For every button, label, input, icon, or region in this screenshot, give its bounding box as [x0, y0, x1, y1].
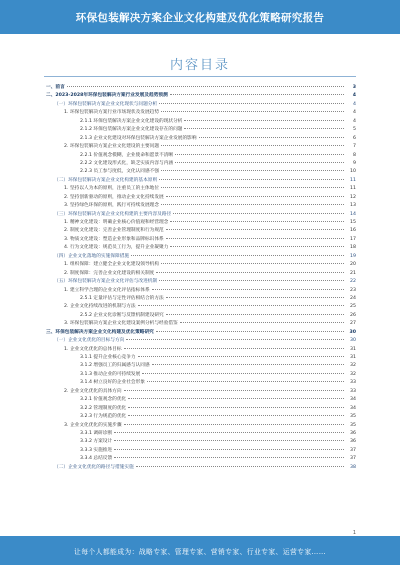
toc-entry-label: 3.2.1 价值观念的优化	[80, 397, 127, 403]
toc-leader-dots	[175, 162, 344, 163]
toc-leader-dots	[161, 204, 344, 205]
toc-leader-dots	[131, 255, 344, 256]
toc-leader-dots	[170, 221, 344, 222]
toc-entry-page: 13	[350, 203, 356, 209]
toc-entry-label: 1. 环保包装解决方案行业市场现状及发展趋势	[64, 110, 160, 116]
toc-entry-label: （四）企业文化落地的实施保障措施	[54, 253, 130, 259]
toc-leader-dots	[138, 356, 344, 357]
toc-entry-page: 9	[353, 160, 356, 166]
toc-entry-label: 3.3.2 方案设计	[80, 439, 113, 445]
toc-entry-page: 17	[350, 236, 356, 242]
toc-entry-page: 6	[353, 135, 356, 141]
toc-entry-page: 30	[349, 329, 356, 335]
toc-entry[interactable]	[44, 202, 356, 210]
toc-entry-page: 18	[350, 245, 356, 251]
toc-entry-page: 10	[350, 169, 356, 175]
toc-entry-page: 4	[353, 101, 356, 107]
toc-entry-page: 4	[352, 93, 356, 99]
toc-entry-label: （一）环保包装解决方案企业文化现状与问题分析	[54, 101, 158, 107]
toc-entry[interactable]	[44, 126, 356, 134]
toc-entry[interactable]	[44, 101, 356, 109]
toc-entry-label: 1. 坚持以人为本的原则，注重员工的主体地位	[64, 186, 160, 192]
report-header	[0, 0, 400, 34]
toc-leader-dots	[161, 263, 344, 264]
toc-entry[interactable]	[44, 430, 356, 438]
toc-entry[interactable]	[44, 219, 356, 227]
toc-entry-label: 2. 制度文化建设：完善企业管理制度和行为规范	[64, 228, 164, 234]
toc-leader-dots	[156, 331, 344, 332]
toc-entry[interactable]	[44, 194, 356, 202]
toc-entry-label: 三、环保包装解决方案企业文化构建及优化策略研究	[46, 329, 154, 335]
toc-entry-label: 3.2.2 管理制度的优化	[80, 405, 127, 411]
toc-entry-label: 1. 组织保障：建立健全企业文化建设领导机构	[64, 262, 160, 268]
toc-leader-dots	[166, 196, 344, 197]
toc-divider	[44, 76, 356, 77]
toc-entry-label: 4. 行为文化建设：规范员工行为，提升企业凝聚力	[64, 245, 169, 251]
toc-leader-dots	[136, 466, 344, 467]
toc-entry-label: 3.1.2 增强员工的归属感与认同感	[80, 363, 150, 369]
toc-entry[interactable]	[44, 118, 356, 126]
toc-entry-page: 14	[350, 211, 356, 217]
toc-entry-label: 3.3.4 总结反馈	[80, 456, 113, 462]
toc-leader-dots	[170, 94, 344, 95]
toc-entry-label: 2.2.1 价值观念模糊，企业使命和愿景不清晰	[80, 152, 174, 158]
toc-entry-page: 38	[350, 464, 356, 470]
toc-entry-label: 2. 制度保障：完善企业文化建设的相关制度	[64, 270, 155, 276]
toc-entry-page: 19	[350, 253, 356, 259]
toc-entry-page: 35	[350, 422, 356, 428]
toc-entry[interactable]	[44, 455, 356, 463]
toc-leader-dots	[152, 364, 344, 365]
toc-leader-dots	[147, 381, 344, 382]
toc-entry[interactable]	[44, 261, 356, 269]
toc-entry-page: 35	[350, 414, 356, 420]
toc-entry-label: 2.2.3 员工参与度低，文化认同感不强	[80, 169, 160, 175]
toc-entry[interactable]	[44, 337, 356, 345]
toc-entry-label: 3.3.3 实施推进	[80, 447, 113, 453]
toc-entry[interactable]	[44, 185, 356, 193]
toc-entry-page: 32	[350, 363, 356, 369]
toc-entry[interactable]	[44, 135, 356, 143]
toc-entry-label: 3. 坚持绿色环保的原则，践行可持续发展理念	[64, 203, 160, 209]
toc-entry-page: 11	[350, 186, 356, 192]
toc-leader-dots	[142, 373, 344, 374]
page-number: 1	[352, 530, 356, 536]
toc-entry[interactable]	[44, 143, 356, 151]
toc-entry-label: 3. 企业文化优化的实施步骤	[64, 422, 122, 428]
toc-entry[interactable]	[44, 312, 356, 320]
toc-entry[interactable]	[44, 211, 356, 219]
toc-entry[interactable]	[44, 371, 356, 379]
toc-entry-page: 34	[350, 405, 356, 411]
toc-leader-dots	[159, 179, 344, 180]
toc-entry-label: 一、前言	[46, 85, 65, 90]
toc-leader-dots	[159, 103, 344, 104]
toc-entry-page: 4	[353, 110, 356, 116]
toc-leader-dots	[199, 137, 344, 138]
toc-entry-label: 2. 企业文化持续改进的机制与方法	[64, 304, 136, 310]
toc-entry-label: 1. 精神文化建设：明确企业核心价值观和经营理念	[64, 220, 169, 225]
toc-entry[interactable]	[44, 84, 356, 92]
toc-leader-dots	[156, 272, 344, 273]
toc-entry-label: （五）环保包装解决方案企业文化评估与改进机制	[54, 279, 158, 285]
toc-entry-label: （三）环保包装解决方案企业文化构建的主要内容及路径	[54, 211, 172, 217]
toc-entry-page: 5	[353, 127, 356, 133]
toc-entry[interactable]	[44, 303, 356, 311]
toc-entry-label: 1. 企业文化优化的总体目标	[64, 346, 122, 352]
toc-entry-page: 36	[350, 430, 356, 436]
toc-entry-page: 23	[350, 287, 356, 293]
toc-entry-page: 37	[350, 456, 356, 462]
toc-leader-dots	[166, 238, 344, 239]
toc-entry-label: 2.5.1 定量评估与定性评估相结合的方法	[80, 295, 164, 301]
toc-entry[interactable]	[44, 287, 356, 295]
toc-leader-dots	[138, 305, 344, 306]
toc-entry-page: 12	[350, 194, 356, 200]
toc-leader-dots	[124, 390, 344, 391]
toc-entry-page: 33	[350, 388, 356, 394]
toc-leader-dots	[175, 154, 344, 155]
toc-leader-dots	[166, 297, 344, 298]
report-title: 环保包装解决方案企业文化构建及优化策略研究报告	[75, 11, 325, 24]
toc-entry-label: 3. 环保包装解决方案企业文化建设案例分析与经验借鉴	[64, 321, 178, 327]
toc-entry[interactable]	[44, 109, 356, 117]
toc-entry[interactable]	[44, 295, 356, 303]
toc-leader-dots	[67, 86, 344, 87]
toc-entry-label: 1. 建立科学合理的企业文化评估指标体系	[64, 287, 150, 293]
toc-entry[interactable]	[44, 447, 356, 455]
toc-entry[interactable]	[44, 422, 356, 430]
toc-entry-label: 2. 企业文化优化的具体方向	[64, 388, 122, 394]
toc-entry-page: 24	[350, 295, 356, 301]
toc-entry[interactable]	[44, 464, 356, 472]
footer-slogan: 让每个人都能成为：战略专家、管理专家、营销专家、行业专家、运营专家……	[74, 547, 326, 556]
toc-entry[interactable]	[44, 405, 356, 413]
toc-entry[interactable]	[44, 236, 356, 244]
toc-leader-dots	[152, 289, 344, 290]
toc-entry-page: 31	[350, 355, 356, 360]
toc-entry-label: 2. 环保包装解决方案企业文化建设的主要问题	[64, 144, 160, 150]
toc-entry[interactable]	[44, 244, 356, 252]
toc-entry[interactable]	[44, 270, 356, 278]
toc-leader-dots	[166, 229, 344, 230]
report-footer	[0, 536, 400, 565]
toc-entry-page: 7	[353, 144, 356, 150]
toc-entry-page: 11	[350, 177, 356, 183]
toc-entry[interactable]	[44, 362, 356, 370]
toc-entry-page: 36	[350, 439, 356, 445]
toc-entry[interactable]	[44, 278, 356, 286]
toc-entry-label: 2.1.2 环保包装解决方案企业文化建设存在的问题	[80, 127, 183, 133]
toc-entry-label: 3. 物质文化建设：塑造企业形象和品牌标识体系	[64, 236, 164, 242]
toc-entry-label: 2.1.3 企业文化建设对环保包装解决方案企业发展的影响	[80, 135, 197, 141]
toc-leader-dots	[128, 415, 344, 416]
toc-entry-label: （二）环保包装解决方案企业文化构建的基本原则	[54, 177, 158, 183]
toc-entry[interactable]	[44, 329, 356, 337]
toc-entry-page: 3	[352, 85, 356, 90]
toc-entry-label: （一）企业文化优化的目标与方向	[54, 338, 125, 344]
toc-entry-label: 2.2.2 文化建设形式化，缺乏实质内容与内涵	[80, 160, 174, 166]
toc-entry-label: 3.3.1 调研诊断	[80, 430, 113, 436]
toc-leader-dots	[161, 170, 344, 171]
toc-entry-label: 3.1.4 树立良好的企业社会形象	[80, 380, 145, 386]
toc-leader-dots	[184, 128, 344, 129]
toc-leader-dots	[114, 457, 344, 458]
toc-entry[interactable]	[44, 354, 356, 362]
toc-entry-label: 3.1.1 提升企业核心竞争力	[80, 355, 136, 360]
toc-leader-dots	[124, 424, 344, 425]
toc-entry-page: 4	[353, 118, 356, 124]
toc-entry[interactable]	[44, 379, 356, 387]
toc-entry-page: 26	[350, 312, 356, 318]
toc-entry-page: 15	[350, 220, 356, 225]
toc-entry-page: 32	[350, 371, 356, 377]
table-of-contents	[44, 84, 356, 472]
toc-leader-dots	[161, 187, 344, 188]
toc-title: 内容目录	[169, 58, 230, 73]
toc-leader-dots	[128, 407, 344, 408]
toc-leader-dots	[180, 322, 344, 323]
toc-entry[interactable]	[44, 253, 356, 261]
toc-entry[interactable]	[44, 92, 356, 100]
toc-entry[interactable]	[44, 320, 356, 328]
toc-leader-dots	[159, 280, 344, 281]
toc-entry-page: 27	[350, 321, 356, 327]
toc-entry-page: 22	[350, 279, 356, 285]
toc-entry-page: 25	[350, 304, 356, 310]
toc-leader-dots	[114, 440, 344, 441]
toc-entry-page: 20	[350, 262, 356, 268]
toc-entry[interactable]	[44, 396, 356, 404]
toc-leader-dots	[114, 432, 344, 433]
toc-entry-label: 2. 坚持创新驱动的原则，推动企业文化持续发展	[64, 194, 164, 200]
toc-leader-dots	[166, 314, 344, 315]
toc-entry[interactable]	[44, 160, 356, 168]
toc-leader-dots	[184, 120, 344, 121]
toc-leader-dots	[161, 145, 344, 146]
toc-entry-label: 2.5.2 企业文化诊断与反馈机制建设研究	[80, 312, 164, 318]
toc-entry-page: 37	[350, 447, 356, 453]
toc-entry-page: 33	[350, 380, 356, 386]
toc-entry[interactable]	[44, 177, 356, 185]
toc-entry-page: 31	[350, 346, 356, 352]
toc-leader-dots	[170, 246, 344, 247]
toc-leader-dots	[126, 339, 344, 340]
toc-entry[interactable]	[44, 438, 356, 446]
toc-entry-page: 21	[350, 270, 356, 276]
toc-leader-dots	[114, 449, 344, 450]
toc-entry-label: 3.2.3 行为规范的优化	[80, 414, 127, 420]
toc-entry-page: 16	[350, 228, 356, 234]
toc-entry-label: 2.1.1 环保包装解决方案企业文化建设的现状分析	[80, 118, 183, 124]
toc-entry-page: 30	[350, 338, 356, 344]
toc-entry-page: 8	[353, 152, 356, 158]
toc-leader-dots	[124, 348, 344, 349]
toc-entry-label: 二、2023-2028年环保包装解决方案行业发展及趋势预测	[46, 93, 168, 99]
toc-entry[interactable]	[44, 388, 356, 396]
toc-leader-dots	[161, 111, 344, 112]
toc-leader-dots	[173, 213, 344, 214]
toc-entry-page: 34	[350, 397, 356, 403]
toc-entry[interactable]	[44, 346, 356, 354]
toc-entry[interactable]	[44, 413, 356, 421]
toc-leader-dots	[128, 398, 344, 399]
toc-entry[interactable]	[44, 152, 356, 160]
toc-entry-label: 3.1.3 推动企业的可持续发展	[80, 371, 141, 377]
toc-entry[interactable]	[44, 168, 356, 176]
toc-entry-label: （二）企业文化优化的路径与措施实施	[54, 464, 134, 470]
toc-entry[interactable]	[44, 227, 356, 235]
